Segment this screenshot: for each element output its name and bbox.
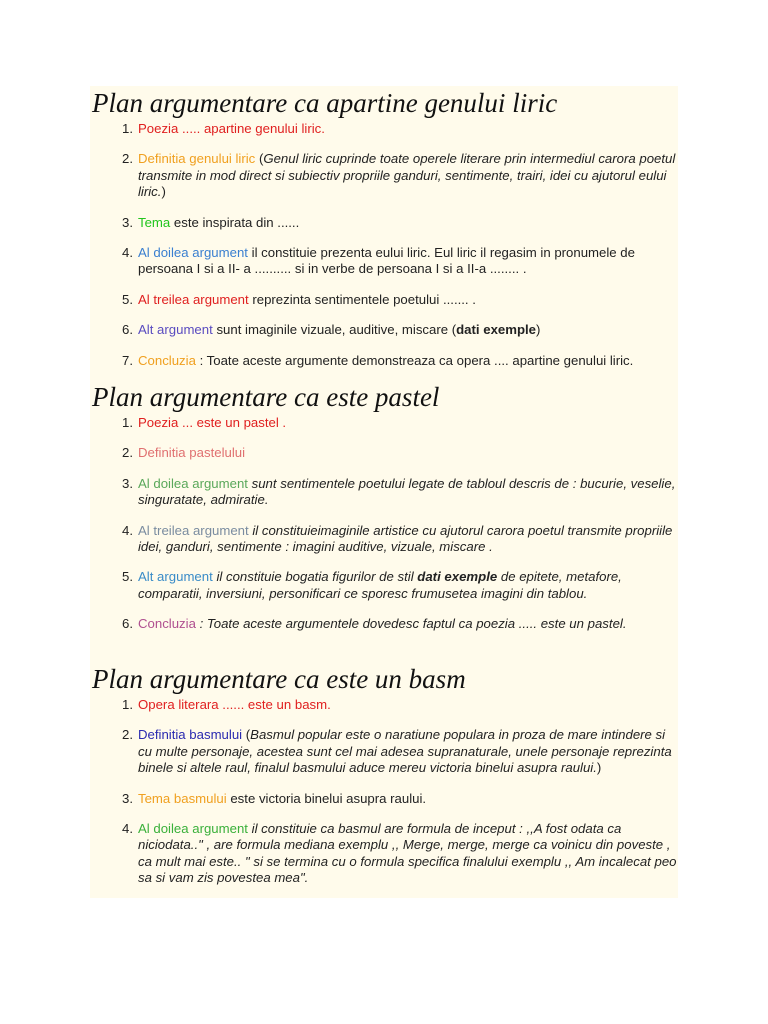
item-number: 1. — [122, 415, 133, 430]
list-item — [122, 727, 678, 776]
section-title: Plan argumentare ca este un basm — [92, 664, 466, 694]
item-number: 6. — [122, 322, 133, 338]
list-item — [122, 522, 678, 556]
item-number: 3. — [122, 790, 133, 806]
list-item — [122, 616, 678, 632]
item-label: Opera literara ...... este un basm. — [138, 697, 331, 712]
item-label: Alt argument — [138, 569, 213, 585]
item-label: Alt argument — [138, 322, 213, 338]
section-basm — [90, 663, 678, 901]
section-liric — [90, 87, 678, 383]
list-item — [122, 121, 678, 137]
item-number: 1. — [122, 121, 133, 136]
item-text: reprezinta sentimentele poetului ....... . — [248, 291, 476, 307]
item-number: 5. — [122, 569, 133, 585]
item-label: Definitia pastelului — [138, 445, 246, 461]
item-text: de epitete, metafore, comparatii, inversiuni, personificari ce sporesc frumusetea imagini din tablou. — [138, 569, 622, 601]
argument-list — [90, 415, 678, 633]
item-bold: dati exemple — [417, 569, 498, 585]
item-number: 6. — [122, 616, 133, 632]
item-label: Definitia basmului — [138, 727, 243, 743]
section-title: Plan argumentare ca apartine genului liric — [92, 88, 558, 118]
list-item — [122, 291, 678, 308]
item-label: Al treilea argument — [138, 522, 249, 538]
list-item — [122, 214, 678, 231]
item-text: Basmul popular este o naratiune populara in proza de mare intindere si cu multe personaje, acestea sunt cel mai adesea supranaturale, unele personaje reprezinta binele si altele raul, finalul basmului aduce mereu victoria binelui asupra raului. — [138, 727, 672, 776]
list-item — [122, 475, 678, 509]
list-item — [122, 790, 678, 807]
item-text: ( — [242, 727, 251, 743]
item-text: il constituie prezenta eului liric. Eul liric il regasim in pronumele de persoana I si a II- a .......... si in verbe de persoana I si a II-a ........ . — [138, 245, 635, 277]
item-number: 2. — [122, 727, 133, 743]
item-text: este inspirata din ...... — [170, 214, 300, 230]
item-label: Concluzia — [138, 352, 196, 368]
item-bold: dati exemple — [456, 322, 537, 338]
item-text: il constituie ca basmul are formula de inceput : ,,A fost odata ca niciodata.." , are formula mediana exemplu ,, Merge, merge, merge ca voinicu din poveste , ca mult mai este.. " si se termina cu o formula specifica finalului exemplu ,, Am incalecat peo sa si vam zis povestea mea". — [138, 821, 677, 886]
item-number: 1. — [122, 697, 133, 712]
item-text: sunt sentimentele poetului legate de tabloul descris de : bucurie, veselie, singuratate, admiratie. — [138, 475, 676, 508]
item-label: Definitia genului liric — [138, 151, 256, 167]
list-item — [122, 821, 678, 887]
item-label: Tema basmului — [138, 790, 227, 806]
item-number: 4. — [122, 522, 133, 538]
list-item — [122, 245, 678, 278]
item-number: 4. — [122, 821, 133, 837]
item-number: 2. — [122, 445, 133, 461]
argument-list — [90, 697, 678, 887]
item-number: 3. — [122, 475, 133, 491]
item-number: 5. — [122, 291, 133, 307]
item-number: 7. — [122, 352, 133, 368]
list-item — [122, 322, 678, 338]
section-pastel — [90, 381, 678, 647]
item-number: 2. — [122, 151, 133, 167]
item-text: Genul liric cuprinde toate operele literare prin intermediul carora poetul transmite in mod direct si subiectiv propriile ganduri, sentimente, trairi, idei cu ajutorul eului liric. — [138, 151, 676, 200]
item-text: ( — [255, 151, 264, 167]
list-item — [122, 445, 678, 461]
item-text: il constituie bogatia figurilor de stil — [212, 569, 418, 585]
list-item — [122, 151, 678, 200]
item-label: Concluzia — [138, 616, 196, 632]
list-item — [122, 697, 678, 713]
list-item — [122, 569, 678, 602]
item-text: este victoria binelui asupra raului. — [226, 790, 427, 806]
item-text: : Toate aceste argumente demonstreaza ca opera .... apartine genului liric. — [195, 352, 634, 368]
list-item — [122, 352, 678, 369]
item-label: Tema — [138, 214, 171, 230]
item-text: ) — [536, 322, 541, 338]
item-label: Al doilea argument — [138, 821, 248, 837]
item-text: il constituieimaginile artistice cu ajutorul carora poetul transmite propriile idei, ganduri, sentimente : imagini auditive, vizuale, miscare . — [138, 522, 673, 555]
item-label: Poezia ..... apartine genului liric. — [138, 121, 325, 136]
argument-list — [90, 121, 678, 369]
item-text: sunt imaginile vizuale, auditive, miscare ( — [212, 322, 457, 338]
item-number: 3. — [122, 214, 133, 230]
item-number: 4. — [122, 245, 133, 261]
item-label: Poezia ... este un pastel . — [138, 415, 287, 430]
item-label: Al treilea argument — [138, 291, 249, 307]
item-label: Al doilea argument — [138, 475, 248, 491]
item-label: Al doilea argument — [138, 245, 248, 261]
section-title: Plan argumentare ca este pastel — [92, 382, 440, 412]
list-item — [122, 415, 678, 431]
item-text: : Toate aceste argumentele dovedesc faptul ca poezia ..... este un pastel. — [195, 616, 627, 632]
item-text: ) — [161, 184, 166, 200]
document-page — [90, 86, 678, 898]
item-text: ) — [596, 760, 602, 776]
